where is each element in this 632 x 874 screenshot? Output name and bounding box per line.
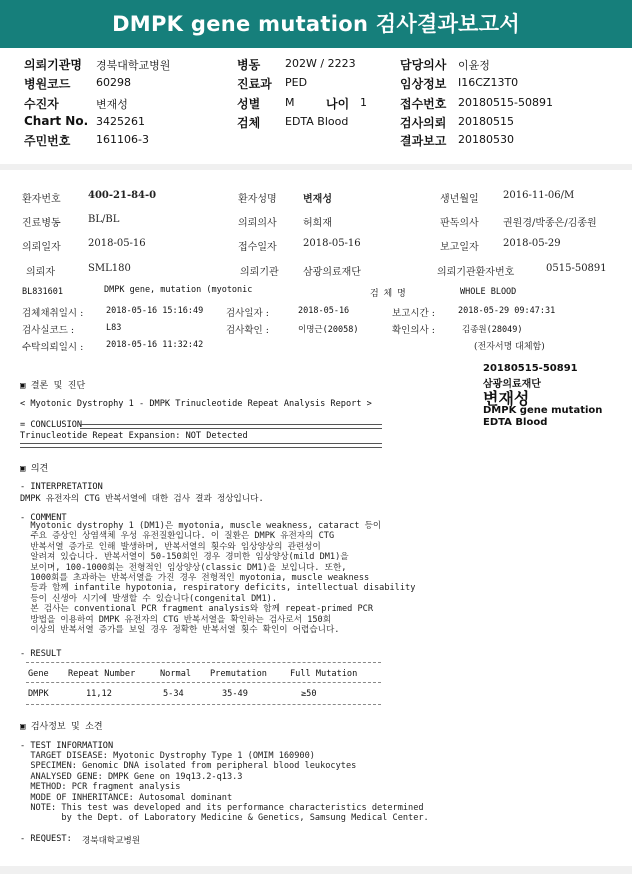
info-value: 권원경/박종은/김종원 — [503, 218, 597, 229]
info-label: 보고일자 — [440, 242, 479, 253]
info-value: 2018-05-16 — [303, 238, 361, 249]
stamp-org: 삼광의료재단 — [483, 379, 541, 390]
divider-dashed — [26, 682, 381, 683]
info-label: 진료병동 — [22, 218, 61, 229]
testinfo-label: - TEST INFORMATION — [20, 741, 114, 751]
test-code: BL831601 — [22, 287, 63, 297]
divider-double — [80, 424, 382, 429]
test-confirm-label: 검사확인 : — [226, 325, 269, 336]
info-label: 환자성명 — [238, 194, 277, 205]
header-report-date: 결과보고 20180530 — [400, 133, 514, 148]
specimen-label: 검 체 명 — [370, 289, 407, 299]
result-cell: ≥50 — [301, 689, 317, 699]
consign-value: 2018-05-16 11:32:42 — [106, 340, 204, 350]
interpretation-label: - INTERPRETATION — [20, 482, 103, 492]
consign-label: 수탁의뢰일시 : — [22, 342, 84, 353]
specimen-value: WHOLE BLOOD — [460, 287, 517, 297]
info-value: 변재성 — [303, 194, 332, 205]
header-chart-no: Chart No. 3425261 — [24, 114, 145, 128]
result-header: Repeat Number — [68, 669, 136, 679]
interpretation-text: DMPK 유전자의 CTG 반복서열에 대한 검사 결과 정상입니다. — [20, 494, 264, 504]
test-date-value: 2018-05-16 — [298, 306, 350, 316]
info-label: 의뢰기관 — [240, 267, 279, 278]
comment-paragraph: Myotonic dystrophy 1 (DM1)은 myotonia, muscle weakness, cataract 등이 주요 증상인 상염색체 우성 유전질환입니다. 이 질환은 DMPK 유전자의 CTG 반복서열 증가로 인해 발생하며, 반복서열의 횟수와 임상양상의 관련성이 알려져 있습니다. 반복서열이 50-150회인 경우 경미한 임상양상(mild DM1)을 보이며, 100-1000회는 전형적인 임상양상(classic DM1)을 보입니다. 또한, 1000회를 초과하는 반복서열을 가진 경우 전형적인 myotonia, muscle weakness 등과 함께 infantile hypotonia, respiratory deficits, intellectual disability 등이 신생아 시기에 발생할 수 있습니다(congenital DM1). 본 검사는 conventional PCR fragment analysis와 함께 repeat-primed PCR 방법을 이용하여 DMPK 유전자의 CTG 반복서열을 확인하는 검사로서 150회 이상의 반복서열 증가를 보일 경우 정확한 반복서열 횟수 확인이 어렵습니다. — [20, 521, 416, 636]
info-label: 접수일자 — [238, 242, 277, 253]
report-time-value: 2018-05-29 09:47:31 — [458, 306, 556, 316]
section-testinfo-heading: ▣ 검사정보 및 소견 — [20, 722, 103, 732]
header-specimen: 검체 EDTA Blood — [237, 115, 349, 130]
report-time-label: 보고시간 : — [392, 308, 435, 319]
result-cell: 35-49 — [222, 689, 248, 699]
info-value: 400-21-84-0 — [88, 190, 157, 201]
header-dept: 진료과 PED — [237, 76, 308, 91]
info-label: 생년월일 — [440, 194, 479, 205]
stamp-name: 변재성 — [483, 389, 530, 408]
result-header: Normal — [160, 669, 192, 679]
header-ward: 병동 202W / 2223 — [237, 57, 356, 72]
testinfo-paragraph: TARGET DISEASE: Myotonic Dystrophy Type 1 (OMIM 160900) SPECIMEN: Genomic DNA isolated from peripheral blood leukocytes ANALYSED GENE: DMPK Gene on 19q13.2-q13.3 METHOD: PCR fragment analysis MODE OF INHERITANCE: Autosomal dominant NOTE: This test was developed and its performance characteristics determined by the Dept. of Laboratory Medicine & Genetics, Samsung Medical Center. — [20, 751, 429, 824]
header-sex: 성별 M — [237, 96, 295, 111]
info-value: SML180 — [88, 263, 131, 274]
test-confirm-value: 이명근(20058) — [298, 325, 359, 335]
report-title-banner — [0, 0, 632, 48]
collect-value: 2018-05-16 15:16:49 — [106, 306, 204, 316]
confirm-doctor-label: 확인의사 : — [392, 325, 435, 336]
conclusion-text: Trinucleotide Repeat Expansion: NOT Detected — [20, 431, 248, 441]
info-value: 2018-05-29 — [503, 238, 561, 249]
collect-label: 검체채취일시 : — [22, 308, 84, 319]
result-header: Full Mutation — [290, 669, 358, 679]
section-opinion-heading: ▣ 의견 — [20, 464, 49, 474]
divider-dashed — [26, 662, 381, 663]
bottom-band — [0, 866, 632, 874]
request-label: - REQUEST: — [20, 834, 72, 844]
info-value: 삼광의료재단 — [303, 267, 361, 278]
header-receipt-no: 접수번호 20180515-50891 — [400, 96, 553, 111]
info-value: 허희재 — [303, 218, 332, 229]
info-value: 2018-05-16 — [88, 238, 146, 249]
info-label: 의뢰기관환자번호 — [437, 267, 515, 278]
stamp-number: 20180515-50891 — [483, 363, 578, 374]
info-label: 판독의사 — [440, 218, 479, 229]
result-cell: 5-34 — [163, 689, 184, 699]
e-signature-note: (전자서명 대체함) — [474, 342, 545, 352]
result-header: Gene — [28, 669, 49, 679]
header-hospital-code: 병원코드 60298 — [24, 76, 131, 91]
result-header: Premutation — [210, 669, 267, 679]
divider-band — [0, 164, 632, 170]
info-label: 의뢰의사 — [238, 218, 277, 229]
divider-dashed — [26, 704, 381, 705]
result-cell: 11,12 — [86, 689, 112, 699]
test-date-label: 검사일자 : — [226, 308, 269, 319]
confirm-doctor-value: 김종원(28049) — [462, 325, 523, 335]
test-name: DMPK gene, mutation (myotonic — [104, 285, 253, 295]
header-patient: 수진자 변재성 — [24, 97, 128, 111]
stamp-specimen: EDTA Blood — [483, 417, 548, 428]
divider-double — [20, 443, 382, 448]
header-age: 나이 1 — [326, 96, 367, 111]
info-value: 2016-11-06/M — [503, 190, 575, 201]
header-doctor: 담당의사 이윤정 — [400, 58, 490, 72]
lab-code-value: L83 — [106, 323, 122, 333]
lab-code-label: 검사실코드 : — [22, 325, 75, 336]
result-cell: DMPK — [28, 689, 49, 699]
conclusion-label: = CONCLUSION — [20, 420, 83, 430]
info-label: 의뢰일자 — [22, 242, 61, 253]
info-label: 환자번호 — [22, 194, 61, 205]
header-resident-no: 주민번호 161106-3 — [24, 133, 149, 148]
stamp-test: DMPK gene mutation — [483, 405, 603, 416]
comment-label: - COMMENT — [20, 513, 67, 523]
request-value: 경북대학교병원 — [82, 836, 141, 846]
header-clinical-info: 임상정보 I16CZ13T0 — [400, 76, 519, 91]
section-conclusion-heading: ▣ 결론 및 진단 — [20, 381, 86, 391]
info-value: 0515-50891 — [546, 263, 607, 274]
report-title: DMPK gene mutation 검사결과보고서 — [112, 12, 520, 36]
info-value: BL/BL — [88, 214, 120, 225]
header-request-date: 검사의뢰 20180515 — [400, 115, 514, 130]
report-subtitle: < Myotonic Dystrophy 1 - DMPK Trinucleotide Repeat Analysis Report > — [20, 399, 372, 409]
header-hospital: 의뢰기관명 경북대학교병원 — [24, 58, 171, 72]
result-label: - RESULT — [20, 649, 62, 659]
info-label: 의뢰자 — [26, 267, 55, 278]
